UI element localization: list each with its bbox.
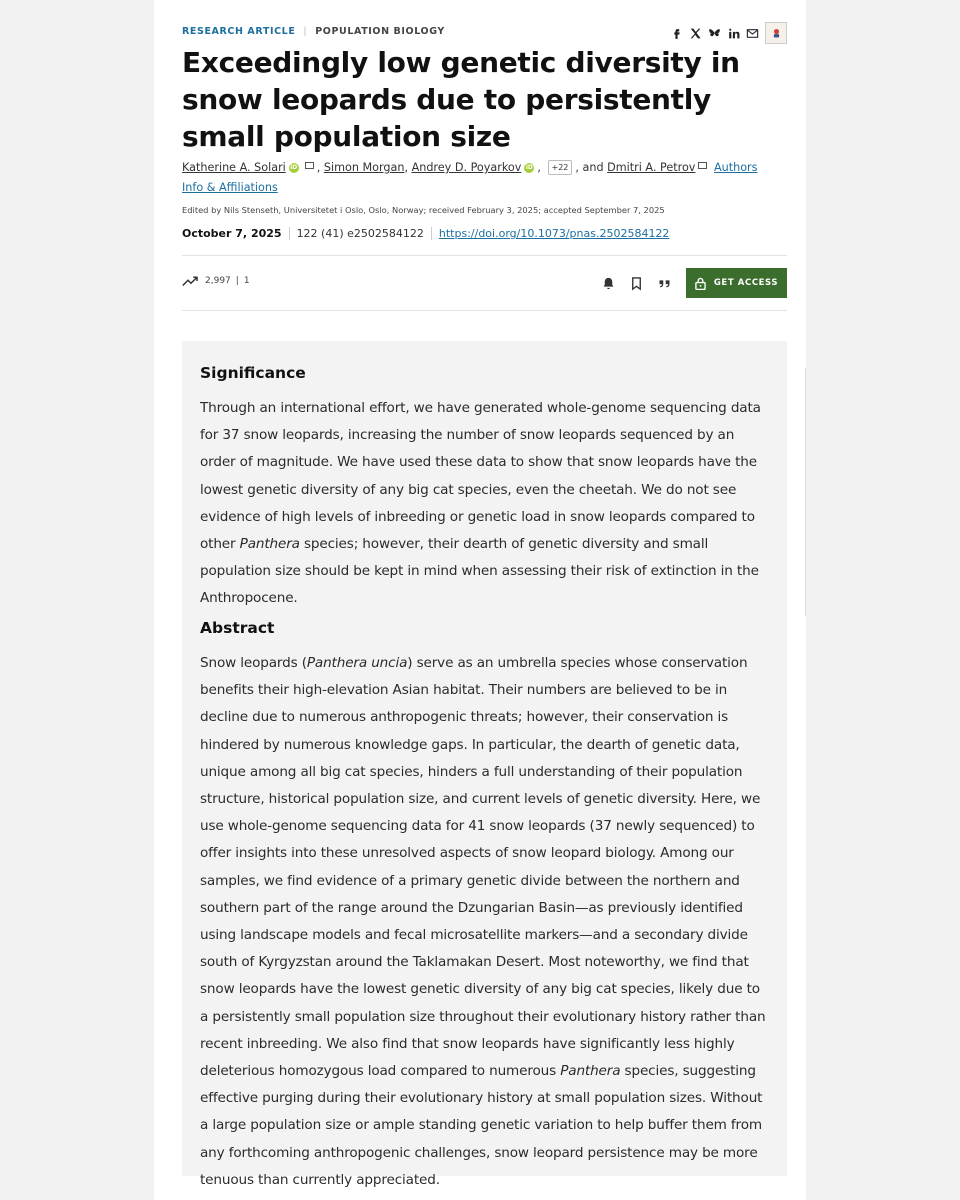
article-type-link[interactable]: RESEARCH ARTICLE — [182, 26, 296, 37]
doi-link[interactable]: https://doi.org/10.1073/pnas.2502584122 — [438, 227, 670, 240]
bell-icon[interactable] — [600, 275, 616, 291]
label-separator: | — [303, 26, 308, 37]
citation-info: 122 (41) e2502584122 — [296, 227, 424, 240]
metrics-separator: | — [235, 276, 239, 286]
author-comma: , — [537, 161, 541, 174]
publication-info — [182, 227, 669, 240]
email-icon[interactable] — [746, 27, 759, 40]
linkedin-icon[interactable] — [727, 27, 740, 40]
lock-icon — [695, 277, 706, 290]
significance-text-part: species; however, their dearth of genetic diversity and small population size should be kept in mind when assessing their risk of extinction in the Anthropocene. — [200, 536, 759, 607]
abstract-text — [200, 650, 772, 1194]
share-bar — [670, 22, 787, 44]
author-comma: , — [316, 161, 321, 174]
facebook-icon[interactable] — [670, 27, 683, 40]
author-link-solari[interactable]: Katherine A. Solari — [182, 161, 286, 174]
cite-quote-icon[interactable] — [656, 275, 672, 291]
significance-text-part: Through an international effort, we have generated whole-genome sequencing data for 37 snow leopards, increasing the number of snow leopards sequenced by an order of magnitude. We have used these data to show that snow leopards have the lowest genetic diversity of any big cat species, even the cheetah. We do not see evidence of high levels of inbreeding or genetic load in snow leopards compared to other — [200, 400, 761, 553]
divider — [182, 310, 787, 311]
author-link-poyarkov[interactable]: Andrey D. Poyarkov — [411, 161, 522, 174]
pnas-badge-icon[interactable] — [765, 22, 787, 44]
article-title: Exceedingly low genetic diversity in snow leopards due to persistently small population size — [182, 46, 740, 153]
article-page — [154, 0, 806, 1200]
author-comma: , — [404, 161, 409, 174]
abstract-text-part: Snow leopards ( — [200, 655, 307, 671]
email-icon[interactable] — [698, 162, 707, 169]
significance-heading: Significance — [200, 364, 306, 382]
orcid-icon[interactable]: iD — [290, 164, 298, 171]
abstract-italic: Panthera uncia — [306, 655, 408, 671]
edited-by-note: Edited by Nils Stenseth, Universitetet i Oslo, Oslo, Norway; received February 3, 2025; accepted September 7, 2025 — [182, 205, 665, 215]
divider — [289, 227, 290, 240]
abstract-heading: Abstract — [200, 619, 275, 637]
trending-icon — [182, 275, 200, 287]
author-and: , and — [575, 161, 604, 174]
article-labels — [182, 26, 445, 37]
author-list — [182, 158, 782, 198]
get-access-label: GET ACCESS — [713, 278, 779, 288]
citations-count: 1 — [243, 276, 250, 286]
orcid-icon[interactable]: iD — [525, 164, 533, 171]
bluesky-icon[interactable] — [708, 27, 721, 40]
divider — [431, 227, 432, 240]
article-metrics[interactable] — [182, 275, 250, 287]
abstract-panel — [182, 341, 787, 1188]
side-divider — [805, 368, 806, 616]
author-link-petrov[interactable]: Dmitri A. Petrov — [607, 161, 696, 174]
abstract-text-part: species, suggesting effective purging during their evolutionary history at small population sizes. Without a large population size or ample standing genetic variation to help buffer them from any forthcoming anthropogenic challenges, snow leopard persistence may be more tenuous than currently appreciated. — [200, 1063, 763, 1188]
email-icon[interactable] — [305, 162, 314, 169]
x-icon[interactable] — [689, 27, 702, 40]
publication-date: October 7, 2025 — [182, 227, 282, 240]
significance-italic: Panthera — [239, 536, 300, 553]
divider — [182, 255, 787, 256]
views-count: 2,997 — [205, 276, 231, 286]
authors-info-link[interactable]: Authors Info & Affiliations — [182, 161, 758, 194]
article-tools — [600, 268, 787, 298]
abstract-italic: Panthera — [560, 1063, 621, 1080]
more-authors-button[interactable]: +22 — [548, 160, 573, 175]
get-access-button[interactable] — [686, 268, 787, 298]
significance-text — [200, 395, 772, 613]
author-link-morgan[interactable]: Simon Morgan — [323, 161, 405, 174]
article-topic-link[interactable]: POPULATION BIOLOGY — [315, 26, 445, 37]
abstract-text-part: ) serve as an umbrella species whose conservation benefits their high-elevation Asian habitat. Their numbers are believed to be in decline due to numerous anthropogenic threats; however, their conservation is hindered by numerous knowledge gaps. In particular, the dearth of genetic data, unique among all big cat species, hinders a full understanding of their population structure, historical population size, and current levels of genetic diversity. Here, we use whole-genome sequencing data for 41 snow leopards (37 newly sequenced) to offer insights into these unresolved aspects of snow leopard biology. Among our samples, we find evidence of a primary genetic divide between the northern and southern part of the range around the Dzungarian Basin—as previously identified using landscape models and fecal microsatellite markers—and a secondary divide south of Kyrgyzstan around the Taklamakan Desert. Most noteworthy, we find that snow leopards have the lowest genetic diversity of any big cat species, likely due to a persistently small population size throughout their evolutionary history rather than recent inbreeding. We also find that snow leopards have significantly less highly deleterious homozygous load compared to numerous — [200, 655, 766, 1080]
bookmark-icon[interactable] — [628, 275, 644, 291]
